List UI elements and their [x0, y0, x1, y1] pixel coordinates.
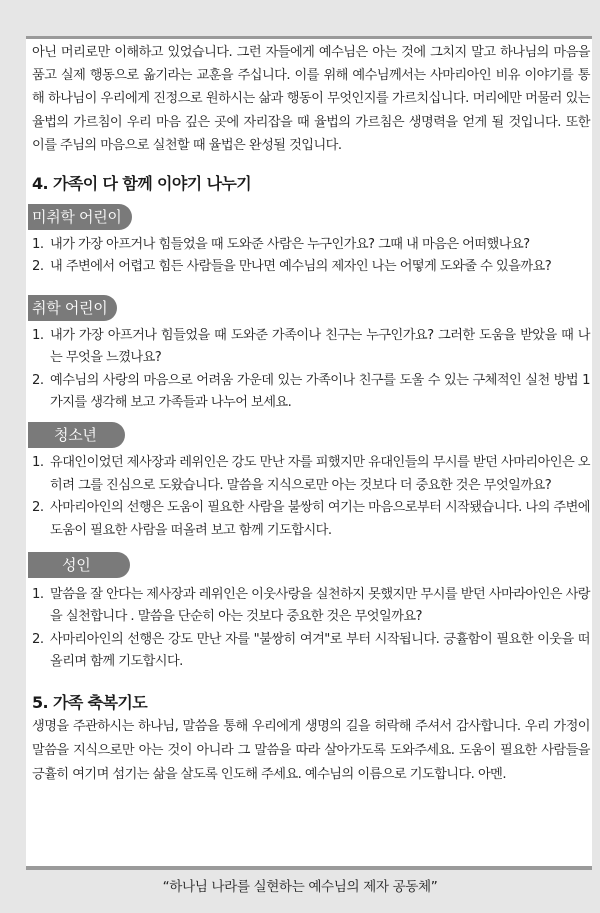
group-label-adults: 성인 — [28, 552, 130, 578]
section-5-heading: 5. 가족 축복기도 — [32, 692, 148, 712]
question-list — [32, 452, 590, 542]
top-divider — [26, 36, 592, 39]
list-item: 1. 유대인이었던 제사장과 레위인은 강도 만난 자를 피했지만 유대인들의 무시를 받던 사마리아인은 오히려 그를 진심으로 도왔습니다. 말씀을 지식으로만 아는 것보다 더 중요한 것은 무엇일까요? — [32, 455, 590, 493]
footer-motto: “하나님 나라를 실현하는 예수님의 제자 공동체” — [162, 879, 438, 895]
list-item: 1. 말씀을 잘 안다는 제사장과 레위인은 이웃사랑을 실천하지 못했지만 무시를 받던 사마라아인은 사랑을 실천합니다 . 말씀을 단순히 아는 것보다 중요한 것은 무엇일까요? — [32, 587, 590, 625]
group-label-school-children: 취학 어린이 — [28, 295, 117, 321]
bottom-divider — [26, 866, 592, 870]
content — [32, 41, 590, 787]
group-label-preschool: 미취학 어린이 — [28, 204, 132, 230]
group-preschool — [32, 204, 590, 279]
group-youth — [32, 422, 590, 542]
blessing-prayer: 생명을 주관하시는 하나님, 말씀을 통해 우리에게 생명의 길을 허락해 주셔서 감사합니다. 우리 가정이 말씀을 지식으로만 아는 것이 아니라 그 말씀을 따라 살아가도록 도와주세요. 도움이 필요한 사람들을 긍휼히 여기며 섬기는 삶을 살도록 인도해 주세요. 예수님의 이름으로 기도합니다. 아멘. — [32, 718, 590, 782]
list-item: 2. 사마리아인의 선행은 강도 만난 자를 "불쌍히 여겨"로 부터 시작됩니다. 긍휼함이 필요한 이웃을 떠올리며 함께 기도합시다. — [32, 631, 590, 670]
question-list — [32, 234, 590, 279]
list-item: 2. 예수님의 사랑의 마음으로 어려움 가운데 있는 가족이나 친구를 도울 수 있는 구체적인 실천 방법 1가지를 생각해 보고 가족들과 나누어 보세요. — [32, 372, 590, 411]
list-item: 1. 내가 가장 아프거나 힘들었을 때 도와준 사람은 누구인가요? 그때 내 마음은 어떠했나요? — [32, 237, 530, 253]
list-item: 2. 사마리아인의 선행은 도움이 필요한 사람을 불쌍히 여기는 마음으로부터 시작됐습니다. 나의 주변에 도움이 필요한 사람을 떠올려 보고 함께 기도합시다. — [32, 500, 590, 538]
list-item: 2. 내 주변에서 어렵고 힘든 사람들을 만나면 예수님의 제자인 나는 어떻게 도와줄 수 있을까요? — [32, 259, 552, 275]
list-item: 1. 내가 가장 아프거나 힘들었을 때 도와준 가족이나 친구는 누구인가요? 그러한 도움을 받았을 때 나는 무엇을 느꼈나요? — [32, 327, 590, 366]
intro-paragraph: 아닌 머리로만 이해하고 있었습니다. 그런 자들에게 예수님은 아는 것에 그치지 말고 하나님의 마음을 품고 실제 행동으로 옮기라는 교훈을 주십니다. 이를 위해 예수님께서는 사마리아인 비유 이야기를 통해 하나님이 우리에게 진정으로 원하시는 삶과 행동이 무엇인지를 가르치십니다. 머리에만 머물러 있는 율법의 가르침이 우리 마음 깊은 곳에 자리잡을 때 율법의 가르침은 생명력을 얻게 될 것입니다. 또한 이를 주님의 마음으로 실천할 때 율법은 완성될 것입니다. — [32, 45, 590, 153]
group-school-children — [32, 295, 590, 415]
group-label-youth: 청소년 — [28, 422, 125, 448]
group-adults — [32, 552, 590, 674]
section-4-heading: 4. 가족이 다 함께 이야기 나누기 — [32, 174, 252, 194]
question-list — [32, 584, 590, 674]
question-list — [32, 325, 590, 415]
